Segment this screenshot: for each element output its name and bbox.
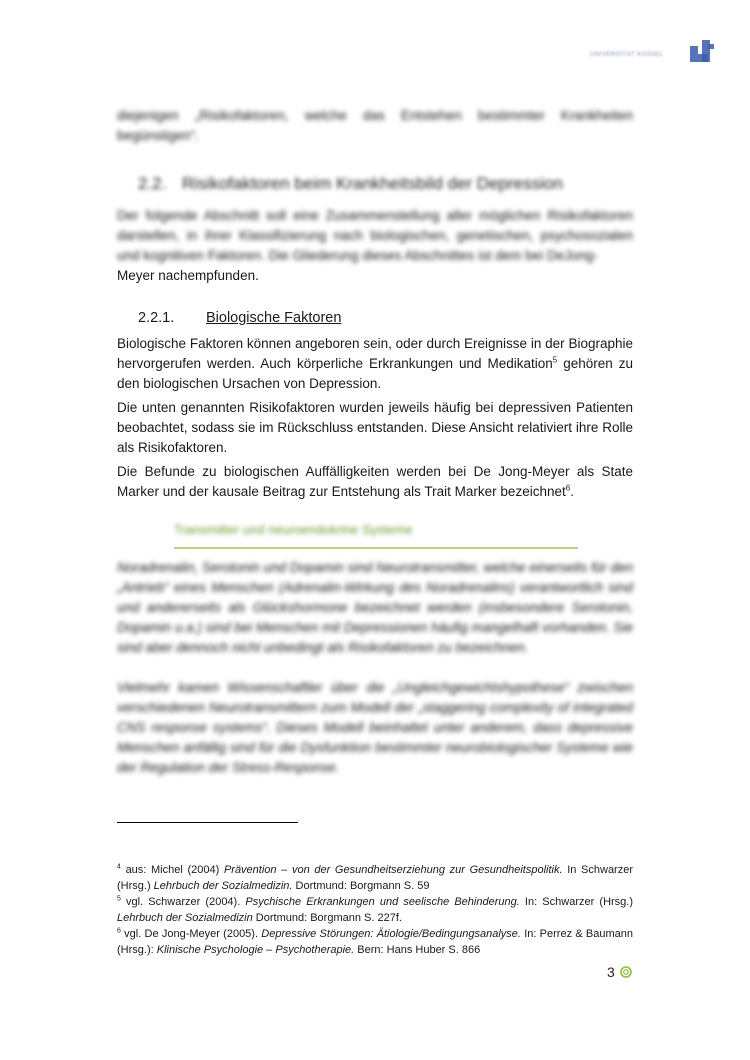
subsection-number: 2.2.1. bbox=[138, 310, 175, 326]
section-number: 2.2. bbox=[138, 174, 167, 193]
footnote-5: $^5$ vgl. Schwarzer (2004). Psychische Erkrankungen und seelische Behinderung. In: Schwarzer (Hrsg.) Lehrbuch der Sozialmedizin Dortmund: Borgmann S. 227f. bbox=[117, 895, 634, 924]
blurred-top-line-2: begünstigen“. bbox=[117, 128, 199, 143]
university-logo-text: UNIVERSITÄT KASSEL bbox=[590, 52, 664, 58]
footnote-6: $^6$ vgl. De Jong-Meyer (2005). Depressive Störungen: Ätiologie/Bedingungsanalyse. In: Perrez & Baumann (Hrsg.): Klinische Psychologie – Psychotherapie. Bern: Hans Huber S. 866 bbox=[117, 927, 634, 956]
blurred-body-2: Vielmehr kamen Wissenschaftler über die „Ungleichgewichtshypothese“ zwischen verschiedenen Neurotransmittern zum Modell der „staggering complexity of integrated CNS response systems“. Dieses Modell beinhaltet unter anderem, dass depressive Menschen anfällig sind für die Dysfunktion bestimmter neurobiologischer Systeme wie der Regulation der Stress-Response. bbox=[117, 680, 633, 775]
body-paragraph-1 bbox=[117, 334, 633, 394]
blurred-subheading: Transmitter und neuroendokrine Systeme bbox=[174, 522, 413, 537]
section-intro-visible: Meyer nachempfunden. bbox=[117, 268, 259, 283]
page-number: 3 bbox=[607, 964, 615, 980]
blurred-top-paragraph bbox=[117, 106, 633, 146]
blurred-body-1: Noradrenalin, Serotonin und Dopamin sind Neurotransmitter, welche einerseits für den „Antrieb“ eines Menschen (Adrenalin-Wirkung des Noradrenalins) verantwortlich sind und andererseits als Glückshormone bezeichnet werden (insbesondere Serotonin, Dopamin u.a.) sind bei Menschen mit Depressionen häufig mangelhaft vorhanden. Sie sind aber dennoch nicht unbedingt als Risikofaktoren zu bezeichnen. bbox=[117, 560, 633, 655]
footnotes bbox=[117, 862, 633, 958]
p1-end: gehören zu den biologischen Ursachen von Depression. bbox=[117, 356, 633, 391]
subheading-underline bbox=[174, 547, 578, 549]
footnote-ref-5: 5 bbox=[552, 355, 558, 365]
section-intro-blurred: Der folgende Abschnitt soll eine Zusammenstellung aller möglichen Risikofaktoren darstellen, in ihrer Klassifizierung nach biologischen, genetischen, psychosozialen und kognitiven Faktoren. Die Gliederung dieses Abschnittes ist dem bei DeJong- bbox=[117, 208, 633, 263]
footnote-4: $^4$ aus: Michel (2004) Prävention – von der Gesundheitserziehung zur Gesundheitspolitik. In Schwarzer (Hrsg.) Lehrbuch der Sozialmedizin. Dortmund: Borgmann S. 59 bbox=[117, 863, 634, 892]
university-logo-icon bbox=[690, 38, 716, 66]
blurred-top-line-1: diejenigen „Risikofaktoren, welche das Entstehen bestimmter Krankheiten bbox=[117, 108, 633, 123]
green-circle-icon bbox=[620, 966, 632, 978]
footnote-separator bbox=[117, 822, 298, 823]
p3-end: . bbox=[570, 484, 574, 499]
section-heading bbox=[138, 174, 563, 194]
subsection-title: Biologische Faktoren bbox=[206, 310, 342, 326]
p3-text: Die Befunde zu biologischen Auffälligkeiten werden bei De Jong-Meyer als State Marker und der kausale Beitrag zur Entstehung als Trait Marker bezeichnet bbox=[117, 464, 633, 499]
body-paragraph-3 bbox=[117, 462, 633, 502]
p1-text: Biologische Faktoren können angeboren sein, oder durch Ereignisse in der Biographie hervorgerufen werden. Auch körperliche Erkrankungen und Medikation bbox=[117, 336, 633, 371]
footnote-ref-6: 6 bbox=[565, 483, 571, 493]
subsection-heading bbox=[138, 310, 341, 326]
section-intro bbox=[117, 206, 633, 286]
section-title: Risikofaktoren beim Krankheitsbild der Depression bbox=[182, 174, 563, 193]
body-paragraph-2 bbox=[117, 398, 633, 458]
p2-text: Die unten genannten Risikofaktoren wurden jeweils häufig bei depressiven Patienten beobachtet, sodass sie im Rückschluss entstanden. Diese Ansicht relativiert ihre Rolle als Risikofaktoren. bbox=[117, 400, 633, 455]
